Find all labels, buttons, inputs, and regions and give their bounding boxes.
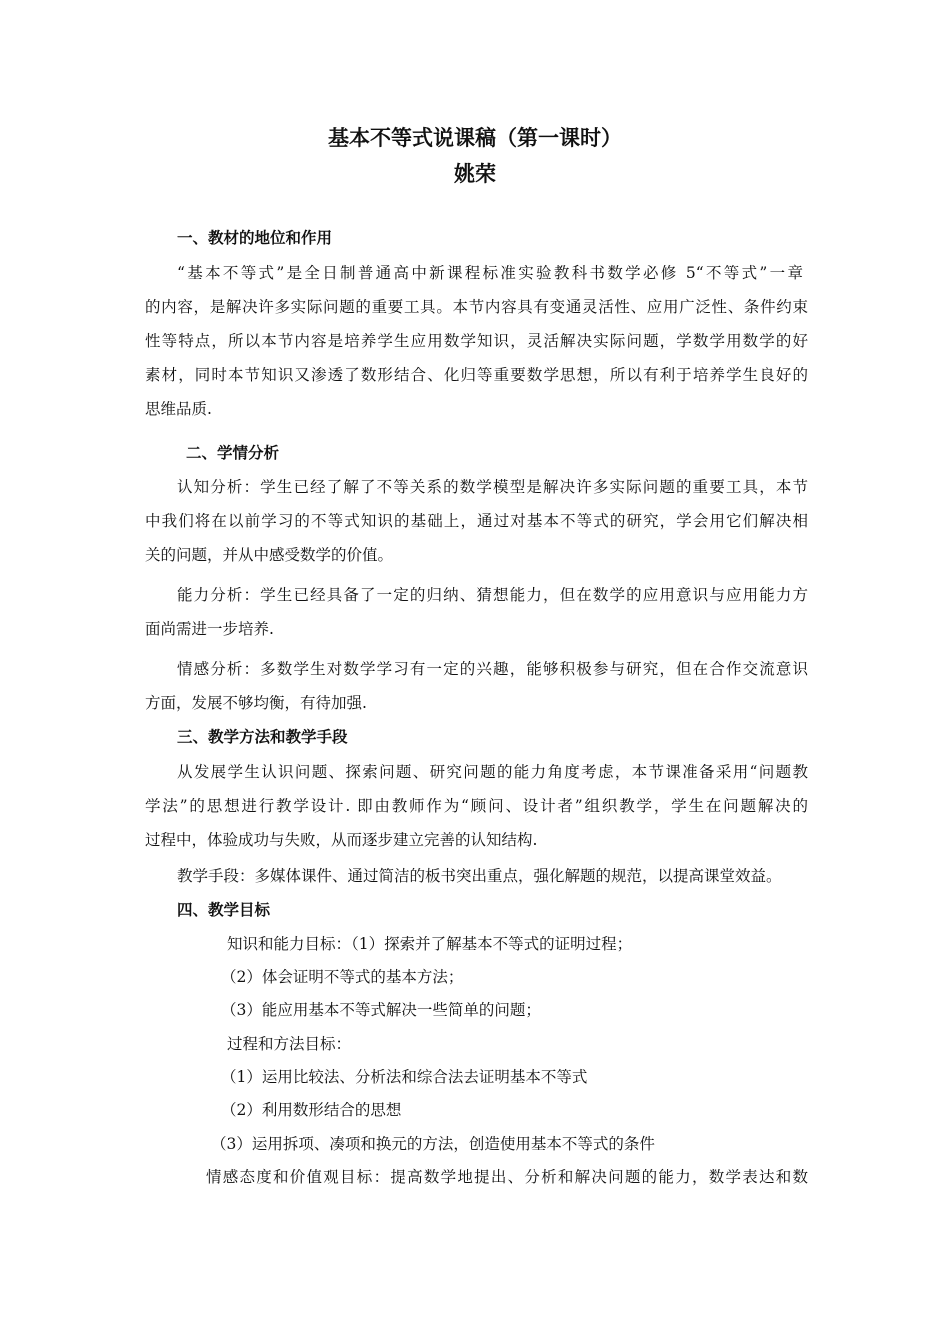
section-heading-1: 一、教材的地位和作用 — [177, 229, 333, 247]
section-4-line-2: （2）体会证明不等式的基本方法； — [221, 968, 464, 986]
section-2-line-6: 情感分析：多数学生对数学学习有一定的兴趣，能够积极参与研究，但在合作交流意识 — [177, 660, 808, 678]
section-2-line-3: 关的问题，并从中感受数学的价值。 — [145, 546, 394, 564]
section-4-line-4: 过程和方法目标： — [227, 1035, 352, 1053]
section-1-line-1: “基本不等式”是全日制普通高中新课程标准实验教科书数学必修 5“不等式”一章 — [177, 264, 803, 282]
section-1-line-2: 的内容，是解决许多实际问题的重要工具。本节内容具有变通灵活性、应用广泛性、条件约束 — [145, 298, 808, 316]
section-4-line-1: 知识和能力目标：（1）探索并了解基本不等式的证明过程； — [227, 935, 633, 953]
section-2-line-1: 认知分析：学生已经了解了不等关系的数学模型是解决许多实际问题的重要工具，本节 — [177, 478, 808, 496]
section-2-line-7: 方面，发展不够均衡，有待加强. — [145, 694, 367, 712]
section-3-line-4: 教学手段：多媒体课件、通过简洁的板书突出重点，强化解题的规范，以提高课堂效益。 — [177, 867, 782, 885]
section-1-line-5: 思维品质. — [145, 400, 212, 418]
section-2-line-4: 能力分析：学生已经具备了一定的归纳、猜想能力，但在数学的应用意识与应用能力方 — [177, 586, 808, 604]
document-title: 基本不等式说课稿（第一课时） — [328, 126, 622, 150]
document-author: 姚荣 — [454, 162, 496, 186]
section-4-line-7: （3）运用拆项、凑项和换元的方法，创造使用基本不等式的条件 — [211, 1135, 655, 1153]
section-4-line-6: （2）利用数形结合的思想 — [221, 1101, 402, 1119]
section-heading-2: 二、学情分析 — [186, 444, 280, 462]
section-heading-3: 三、教学方法和教学手段 — [177, 728, 348, 746]
section-4-line-8: 情感态度和价值观目标：提高数学地提出、分析和解决问题的能力，数学表达和数 — [206, 1168, 808, 1186]
section-2-line-2: 中我们将在以前学习的不等式知识的基础上，通过对基本不等式的研究，学会用它们解决相 — [145, 512, 808, 530]
section-1-line-4: 素材，同时本节知识又渗透了数形结合、化归等重要数学思想，所以有利于培养学生良好的 — [145, 366, 808, 384]
section-1-line-3: 性等特点，所以本节内容是培养学生应用数学知识，灵活解决实际问题，学数学用数学的好 — [145, 332, 808, 350]
section-heading-4: 四、教学目标 — [177, 901, 271, 919]
section-4-line-3: （3）能应用基本不等式解决一些简单的问题； — [221, 1001, 541, 1019]
section-3-line-3: 过程中，体验成功与失败，从而逐步建立完善的认知结构. — [145, 831, 538, 849]
section-4-line-5: （1）运用比较法、分析法和综合法去证明基本不等式 — [221, 1068, 588, 1086]
section-3-line-1: 从发展学生认识问题、探索问题、研究问题的能力角度考虑，本节课准备采用“问题教 — [177, 763, 808, 781]
section-2-line-5: 面尚需进一步培养. — [145, 620, 274, 638]
section-3-line-2: 学法”的思想进行教学设计. 即由教师作为“顾问、设计者”组织教学，学生在问题解决的 — [145, 797, 808, 815]
